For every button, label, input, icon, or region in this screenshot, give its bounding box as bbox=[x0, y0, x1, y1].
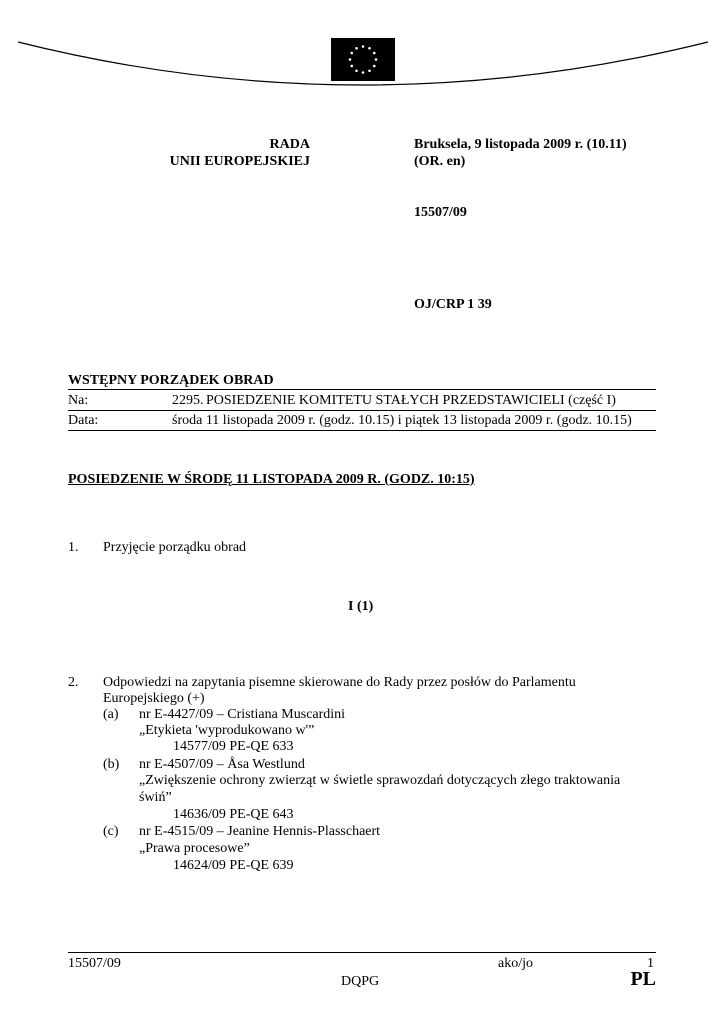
subitem-document: 14636/09 PE-QE 643 bbox=[173, 807, 294, 822]
item-text-line2: Europejskiego (+) bbox=[103, 691, 205, 706]
subitem-letter: (b) bbox=[103, 757, 120, 772]
header-decoration bbox=[0, 0, 724, 120]
subitem-title: „Prawa procesowe” bbox=[139, 841, 250, 856]
original-language: (OR. en) bbox=[414, 154, 466, 169]
session-heading: POSIEDZENIE W ŚRODĘ 11 LISTOPADA 2009 R. (GODZ. 10:15) bbox=[68, 472, 475, 487]
flag-star bbox=[373, 65, 376, 68]
footer-divider bbox=[68, 952, 656, 953]
to-label: Na: bbox=[68, 393, 89, 408]
subitem-reference: nr E-4515/09 – Jeanine Hennis-Plasschaert bbox=[139, 824, 381, 839]
flag-star bbox=[350, 52, 353, 55]
subitem-letter: (a) bbox=[103, 707, 119, 722]
item-text-line1: Odpowiedzi na zapytania pisemne skierowane do Rady przez posłów do Parlamentu bbox=[103, 675, 576, 690]
footer-department: DQPG bbox=[341, 974, 380, 989]
flag-star bbox=[362, 71, 365, 74]
subitem-document: 14577/09 PE-QE 633 bbox=[173, 739, 294, 754]
subitem-title-cont: świń” bbox=[139, 790, 172, 805]
document-number: 15507/09 bbox=[414, 205, 467, 220]
divider bbox=[68, 430, 656, 431]
meeting-name: POSIEDZENIE KOMITETU STAŁYCH PRZEDSTAWICIELI (część I) bbox=[206, 393, 616, 408]
flag-star bbox=[375, 58, 378, 61]
place-date: Bruksela, 9 listopada 2009 r. (10.11) bbox=[414, 137, 627, 152]
footer-document-number: 15507/09 bbox=[68, 956, 121, 971]
divider bbox=[68, 410, 656, 411]
subitem-title: „Zwiększenie ochrony zwierząt w świetle sprawozdań dotyczących złego traktowania bbox=[139, 773, 621, 788]
meeting-date: środa 11 listopada 2009 r. (godz. 10.15) i piątek 13 listopada 2009 r. (godz. 10.15) bbox=[172, 413, 632, 428]
subitem-title: „Etykieta 'wyprodukowano w'” bbox=[139, 723, 315, 738]
part-heading: I (1) bbox=[348, 599, 374, 614]
flag-star bbox=[355, 69, 358, 72]
footer-initials: ako/jo bbox=[498, 956, 533, 971]
subitem-reference: nr E-4507/09 – Åsa Westlund bbox=[139, 757, 305, 772]
flag-star bbox=[368, 69, 371, 72]
item-number: 1. bbox=[68, 540, 79, 555]
subitem-document: 14624/09 PE-QE 639 bbox=[173, 858, 294, 873]
subitem-reference: nr E-4427/09 – Cristiana Muscardini bbox=[139, 707, 346, 722]
flag-star bbox=[362, 45, 365, 48]
org-name-line2: UNII EUROPEJSKIEJ bbox=[169, 154, 310, 169]
divider bbox=[68, 389, 656, 390]
agenda-title: WSTĘPNY PORZĄDEK OBRAD bbox=[68, 373, 274, 388]
org-name-line1: RADA bbox=[269, 137, 310, 152]
date-label: Data: bbox=[68, 413, 99, 428]
item-text: Przyjęcie porządku obrad bbox=[103, 540, 247, 555]
document-code: OJ/CRP 1 39 bbox=[414, 297, 492, 312]
flag-star bbox=[355, 47, 358, 50]
flag-star bbox=[349, 58, 352, 61]
footer-language: PL bbox=[630, 968, 656, 990]
item-number: 2. bbox=[68, 675, 79, 690]
flag-star bbox=[350, 65, 353, 68]
footer-page-number: 1 bbox=[647, 956, 654, 971]
flag-star bbox=[368, 47, 371, 50]
eu-flag-icon bbox=[331, 38, 395, 81]
meeting-number: 2295. bbox=[172, 393, 204, 408]
flag-star bbox=[373, 52, 376, 55]
subitem-letter: (c) bbox=[103, 824, 119, 839]
